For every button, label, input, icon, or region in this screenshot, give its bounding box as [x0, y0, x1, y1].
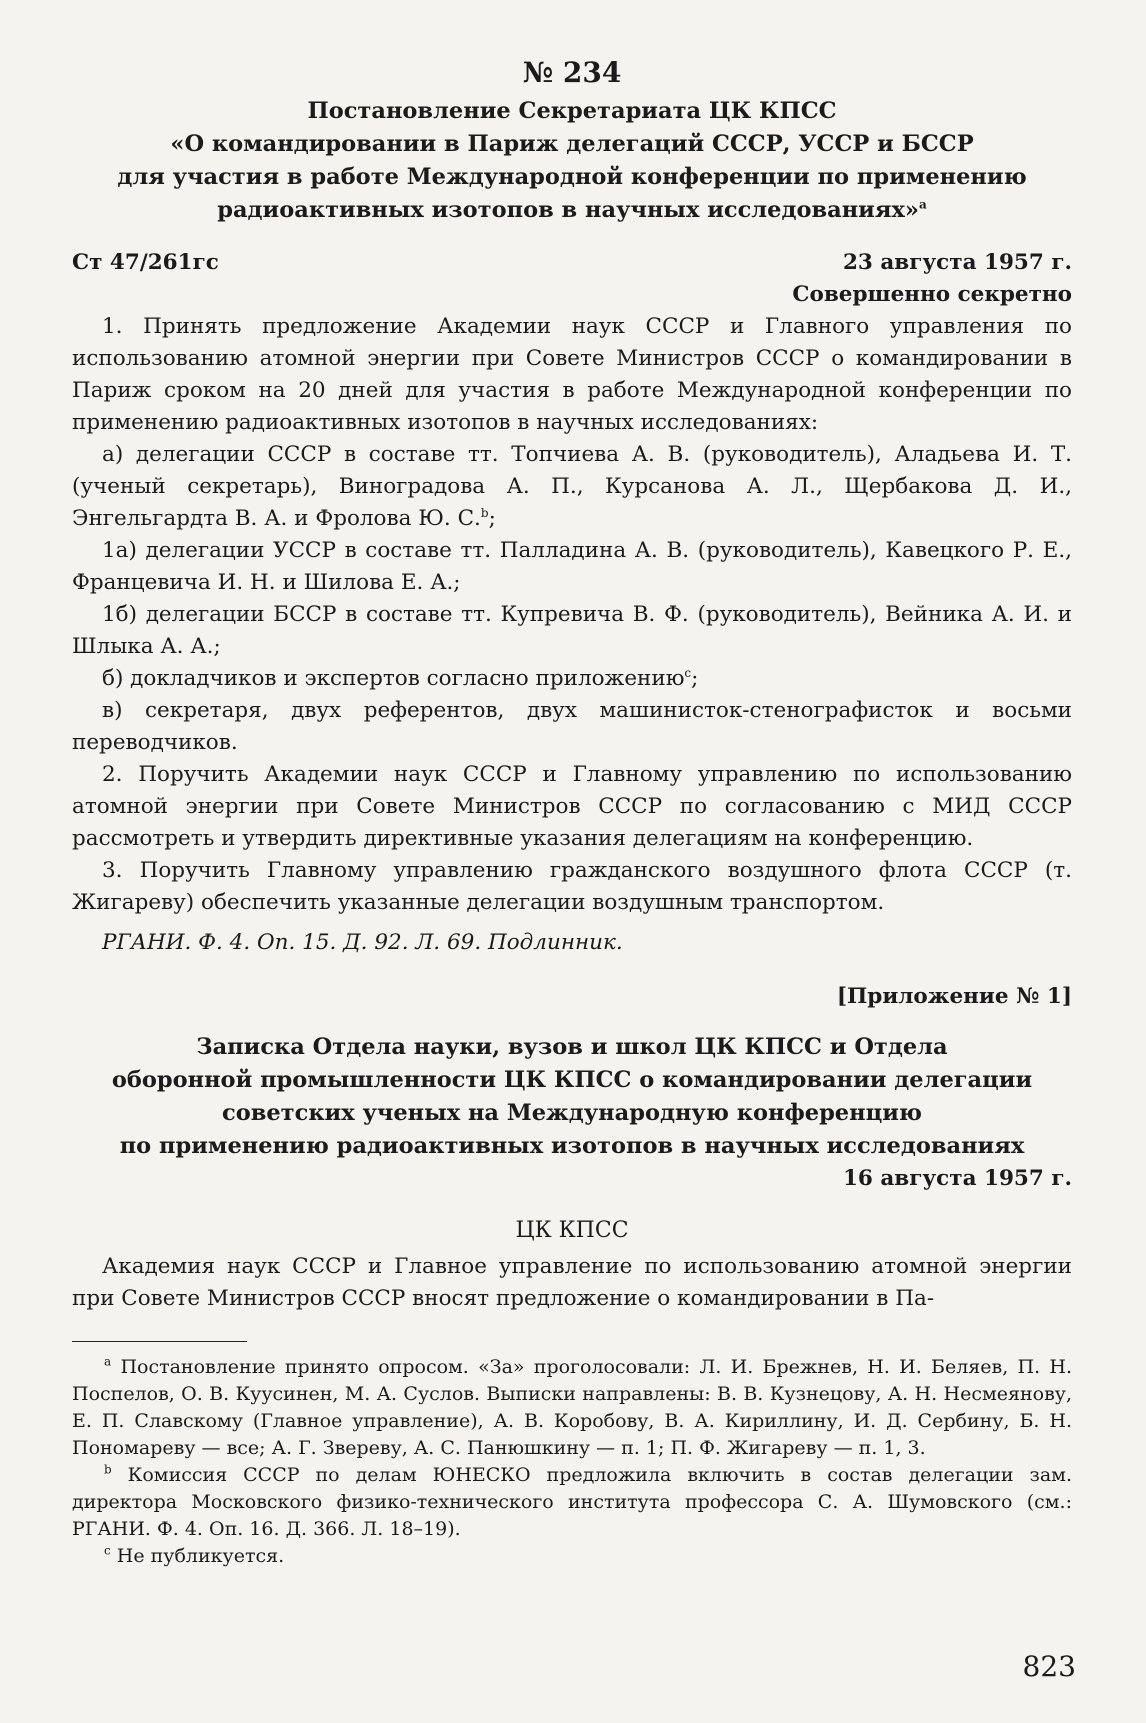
title-line: радиоактивных изотопов в научных исследованиях»$^a$ — [217, 197, 927, 223]
archive-source: РГАНИ. Ф. 4. Оп. 15. Д. 92. Л. 69. Подлинник. — [102, 930, 623, 955]
appendix-date: 16 августа 1957 г. — [842, 1166, 1072, 1191]
appendix-title-line: по применению радиоактивных изотопов в научных исследованиях — [119, 1133, 1025, 1159]
footnote-mark: a — [104, 1354, 112, 1369]
paragraph: в) секретаря, двух референтов, двух машинисток-стенографисток и восьми переводчиков. — [72, 698, 1072, 755]
appendix-title-line: советских ученых на Международную конференцию — [222, 1100, 922, 1126]
doc-reference: Ст 47/261гс — [72, 250, 219, 275]
classification-stamp: Совершенно секретно — [792, 282, 1072, 307]
title-line: «О командировании в Париж делегаций СССР, УССР и БССР — [170, 131, 974, 157]
reference-row — [72, 247, 1072, 279]
appendix-title-line: оборонной промышленности ЦК КПСС о командировании делегации — [111, 1067, 1033, 1093]
appendix-label: [Приложение № 1] — [836, 984, 1072, 1009]
footnote-ref-a: a — [918, 197, 927, 212]
page-number: 823 — [1022, 1650, 1076, 1683]
paragraph: 2. Поручить Академии наук СССР и Главному управлению по использованию атомной энергии при Совете Министров СССР по согласованию с МИД СССР рассмотреть и утвердить директивные указания делегациям на конференцию. — [72, 762, 1072, 851]
document-number: № 234 — [522, 56, 622, 89]
footnote-mark: b — [104, 1462, 112, 1477]
doc-date: 23 августа 1957 г. — [842, 250, 1072, 275]
footnote-divider — [72, 1341, 247, 1342]
title-line: для участия в работе Международной конференции по применению — [117, 164, 1027, 190]
footnote-ref-c: c — [684, 665, 692, 680]
appendix-paragraph: Академия наук СССР и Главное управление по использованию атомной энергии при Совете Министров СССР вносят предложение о командировании в Па- — [72, 1254, 1072, 1311]
title-line: Постановление Секретариата ЦК КПСС — [307, 98, 837, 124]
document-title — [72, 95, 1072, 227]
page-content — [72, 55, 1072, 1570]
resolution-body — [72, 311, 1072, 919]
paragraph: 3. Поручить Главному управлению гражданского воздушного флота СССР (т. Жигареву) обеспечить указанные делегации воздушным транспортом. — [72, 858, 1072, 915]
appendix-title-line: Записка Отдела науки, вузов и школ ЦК КПСС и Отдела — [196, 1034, 948, 1060]
footnotes — [72, 1354, 1072, 1570]
footnote: $^b$ Комиссия СССР по делам ЮНЕСКО предложила включить в состав делегации зам. директора Московского физико-технического института профессора С. А. Шумовского (см.: РГАНИ. Ф. 4. Оп. 16. Д. 366. Л. 18–19). — [72, 1462, 1072, 1540]
paragraph: б) докладчиков и экспертов согласно приложению$^c$; — [102, 665, 699, 691]
addressee: ЦК КПСС — [515, 1218, 629, 1243]
paragraph: а) делегации СССР в составе тт. Топчиева А. В. (руководитель), Аладьева И. Т. (ученый секретарь), Виноградова А. П., Курсанова А. Л., Щербакова Д. И., Энгельгардта В. А. и Фролова Ю. С.$^b$; — [72, 442, 1072, 531]
footnote: $^a$ Постановление принято опросом. «За» проголосовали: Л. И. Брежнев, Н. И. Беляев, П. Н. Поспелов, О. В. Куусинен, М. А. Суслов. Выписки направлены: В. В. Кузнецову, А. Н. Несмеянову, Е. П. Славскому (Главное управление), А. В. Коробову, В. А. Кириллину, И. Д. Сербину, Б. Н. Пономареву — все; А. Г. Звереву, А. С. Панюшкину — п. 1; П. Ф. Жигареву — п. 1, 3. — [72, 1354, 1072, 1459]
paragraph: 1б) делегации БССР в составе тт. Купревича В. Ф. (руководитель), Вейника А. И. и Шлыка А. А.; — [72, 602, 1072, 659]
paragraph: 1а) делегации УССР в составе тт. Палладина А. В. (руководитель), Кавецкого Р. Е., Францевича И. Н. и Шилова Е. А.; — [72, 538, 1072, 595]
appendix-title — [72, 1031, 1072, 1163]
paragraph: 1. Принять предложение Академии наук СССР и Главного управления по использованию атомной энергии при Совете Министров СССР о командировании в Париж сроком на 20 дней для участия в работе Международной конференции по применению радиоактивных изотопов в научных исследованиях: — [72, 314, 1072, 435]
footnote: $^c$ Не публикуется. — [104, 1543, 285, 1567]
footnote-ref-b: b — [480, 505, 489, 520]
footnote-mark: c — [104, 1543, 111, 1558]
